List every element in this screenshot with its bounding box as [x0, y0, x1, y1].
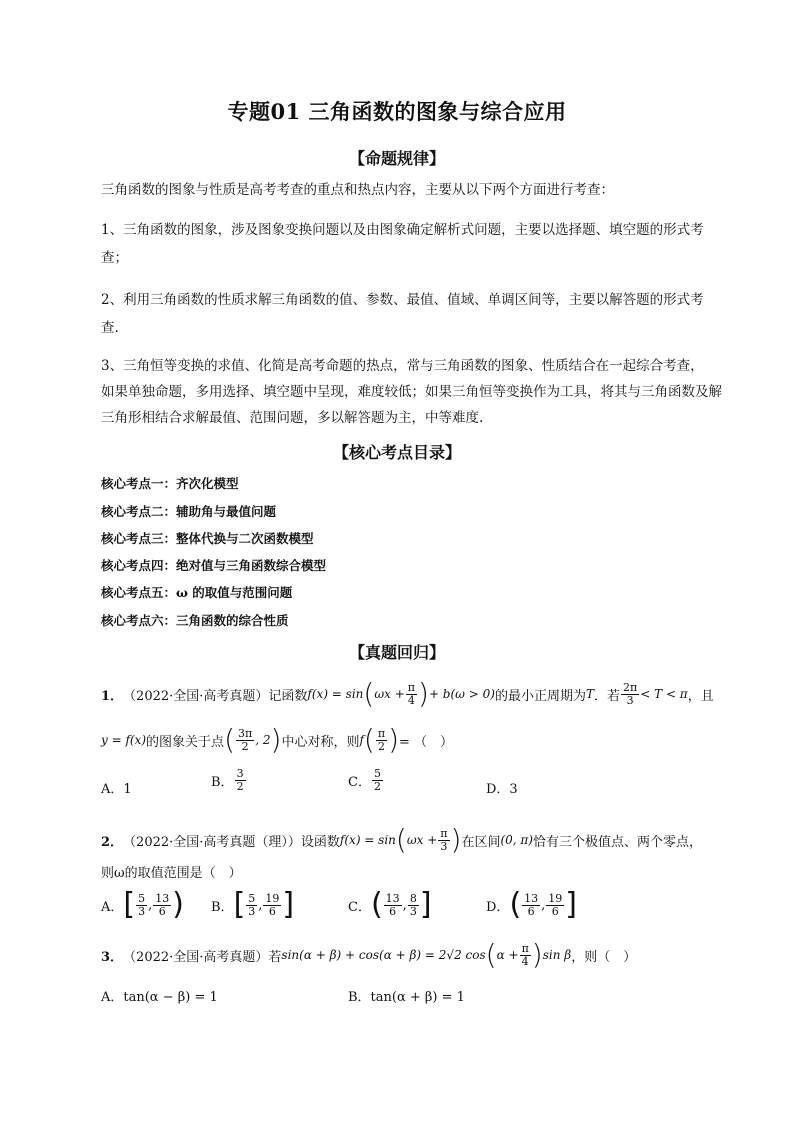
option-label: B．	[211, 775, 234, 790]
question-source: （2022·全国·高考真题）	[123, 688, 269, 704]
fraction-den: 2	[373, 780, 381, 793]
fraction-2pi-3	[621, 682, 639, 707]
fraction-pi-3	[438, 828, 449, 853]
fraction-num: 13	[385, 891, 400, 905]
fraction-num: 19	[548, 891, 563, 905]
fraction-den: 2	[236, 780, 244, 793]
bracket-open: (	[509, 887, 522, 922]
formula-y: y = f(x)	[101, 733, 147, 747]
fraction-den: 3	[248, 904, 256, 918]
fraction-num: π	[521, 941, 529, 955]
fraction-num: 5	[373, 767, 381, 780]
fraction-num: 2π	[623, 680, 638, 694]
question-text: ，则（ ）	[571, 949, 637, 965]
paren-open: (	[485, 938, 497, 971]
question-number: 1．	[101, 688, 124, 704]
bracket-close: ]	[419, 887, 432, 922]
question-number: 2．	[101, 834, 124, 850]
formula-interval: (0, π)	[500, 833, 533, 847]
fraction-pi-4	[520, 943, 531, 968]
toc-label: 核心考点四：	[101, 558, 177, 573]
q3-option-b[interactable]: B．tan(α + β) = 1	[348, 990, 465, 1005]
question-source: （2022·全国·高考真题（理））	[123, 834, 301, 850]
point-3-line2: 如果单独命题，多用选择、填空题中呈现，难度较低；如果三角恒等变换作为工具，将其与三角函数及解	[101, 384, 722, 400]
toc-text: 齐次化模型	[176, 476, 239, 491]
formula-T: T	[585, 687, 594, 701]
point-2-line2: 查.	[101, 320, 119, 336]
fraction-den: 3	[138, 904, 146, 918]
question-source: （2022·全国·高考真题）	[123, 949, 269, 965]
paren-open: (	[395, 823, 407, 856]
fraction-num: π	[440, 826, 448, 840]
paren-open: (	[224, 723, 235, 756]
fraction-den: 3	[626, 693, 634, 707]
q2-option-c[interactable]	[348, 887, 432, 922]
q2-option-b[interactable]	[211, 887, 295, 922]
fraction	[153, 893, 171, 918]
question-1-line2	[101, 722, 453, 758]
paren-close: )	[450, 823, 462, 856]
fraction-num: 19	[265, 891, 280, 905]
q2-option-d[interactable]	[486, 887, 578, 922]
q1-option-d[interactable]: D．3	[486, 782, 518, 797]
formula-tail: sin β	[542, 948, 572, 962]
fraction-3-2	[235, 768, 246, 793]
toc-item-3[interactable]	[101, 529, 314, 547]
formula-inner: ωx +	[374, 687, 405, 701]
paren-open: (	[363, 677, 375, 710]
question-text: 设函数	[300, 834, 340, 850]
formula-inner: ωx +	[406, 833, 438, 847]
fraction	[546, 893, 564, 918]
page-title: 专题01 三角函数的图象与综合应用	[227, 99, 567, 124]
fraction-num: 13	[155, 891, 170, 905]
toc-label: 核心考点六：	[101, 613, 177, 628]
question-2-line1	[101, 822, 702, 858]
point-3-line3: 三角形相结合求解最值、范围问题，多以解答题为主，中等难度.	[101, 410, 484, 426]
toc-item-2[interactable]	[101, 502, 276, 520]
question-text: 的最小正周期为	[494, 688, 586, 704]
toc-item-1[interactable]	[101, 474, 239, 492]
question-text: 的图象关于点	[146, 734, 225, 750]
fraction-num: 3	[236, 767, 244, 780]
paren-close: )	[388, 723, 400, 756]
formula-expr: sin(α + β) + cos(α + β) = 2√2 cos	[281, 948, 486, 962]
fraction	[136, 893, 147, 918]
fraction-den: 6	[268, 904, 276, 918]
q2-option-a[interactable]	[101, 887, 184, 922]
option-label: C．	[348, 775, 371, 790]
toc-text: ω 的取值与范围问题	[176, 585, 293, 600]
fraction	[246, 893, 257, 918]
toc-item-5[interactable]	[101, 583, 292, 601]
formula-inner: α +	[496, 948, 519, 962]
question-text: ．若	[594, 688, 621, 704]
fraction-num: 5	[138, 891, 146, 905]
fraction-num: 8	[409, 891, 417, 905]
paren-close: )	[531, 938, 543, 971]
paren-open: (	[363, 723, 375, 756]
option-label: B．	[211, 899, 234, 915]
fraction-pi-2	[376, 728, 387, 753]
fraction-den: 6	[389, 904, 397, 918]
option-label: C．	[348, 899, 371, 915]
toc-label: 核心考点五：	[101, 585, 177, 600]
fraction	[522, 893, 540, 918]
toc-label: 核心考点三：	[101, 531, 177, 546]
fraction-den: 6	[527, 904, 535, 918]
question-text: 在区间	[461, 834, 501, 850]
fraction-num: 13	[524, 891, 539, 905]
fraction	[408, 893, 419, 918]
bracket-close: ]	[565, 887, 578, 922]
comma: ,	[148, 897, 153, 913]
formula-tail: + b(ω > 0)	[428, 687, 495, 701]
paren-close: )	[270, 723, 282, 756]
question-1-line1	[101, 676, 714, 712]
option-label: A．	[101, 899, 124, 915]
question-text: 恰有三个极值点、两个零点，	[532, 834, 702, 850]
fraction-den: 3	[440, 839, 448, 853]
q1-option-c[interactable]	[348, 768, 384, 793]
fraction-den: 2	[241, 739, 249, 753]
bracket-open: [	[123, 887, 136, 922]
toc-item-6[interactable]	[101, 611, 289, 629]
section-heading-past-exams: 【真题回归】	[348, 643, 445, 662]
fraction-den: 2	[377, 739, 385, 753]
fraction-num: 5	[248, 891, 256, 905]
fraction-den: 4	[407, 693, 415, 707]
fraction-3pi-2	[236, 728, 254, 753]
question-2-line2: 则ω的取值范围是（ ）	[101, 866, 242, 881]
fraction-num: 3π	[238, 726, 253, 740]
fraction-num: π	[407, 680, 415, 694]
q1-option-b[interactable]	[211, 768, 247, 793]
comma: ,	[541, 897, 546, 913]
fraction-pi-4	[406, 682, 417, 707]
comma: ,	[258, 897, 263, 913]
formula-ineq: < T < π	[640, 687, 688, 701]
point-2-line1: 2、利用三角函数的性质求解三角函数的值、参数、最值、值域、单调区间等，主要以解答题的形式考	[101, 292, 704, 308]
bracket-open: (	[370, 887, 383, 922]
toc-text: 三角函数的综合性质	[176, 613, 289, 628]
question-text: 记函数	[268, 688, 308, 704]
question-text: ，且	[687, 688, 714, 704]
comma: ,	[402, 897, 407, 913]
bracket-close: )	[172, 887, 184, 922]
q3-option-a[interactable]: A．tan(α − β) = 1	[101, 990, 218, 1005]
intro-text: 三角函数的图象与性质是高考考查的重点和热点内容，主要从以下两个方面进行考查：	[101, 182, 614, 198]
fraction-den: 6	[158, 904, 166, 918]
bracket-open: [	[233, 887, 246, 922]
fraction	[263, 893, 281, 918]
fraction-den: 3	[409, 904, 417, 918]
toc-item-4[interactable]	[101, 556, 326, 574]
fraction-num: π	[377, 726, 386, 740]
question-text: 若	[268, 949, 282, 965]
point-1-line1: 1、三角函数的图象，涉及图象变换问题以及由图象确定解析式问题，主要以选择题、填空题的形式考	[101, 222, 704, 238]
bracket-close: ]	[282, 887, 295, 922]
fraction-den: 6	[551, 904, 559, 918]
toc-label: 核心考点二：	[101, 504, 177, 519]
formula-f: f	[359, 733, 364, 747]
question-number: 3．	[101, 949, 124, 965]
point-1-line2: 查；	[101, 250, 128, 266]
q1-option-a[interactable]: A．1	[101, 782, 132, 797]
toc-text: 整体代换与二次函数模型	[176, 531, 314, 546]
fraction-5-2	[372, 768, 383, 793]
formula-coord: , 2	[255, 733, 271, 747]
toc-text: 绝对值与三角函数综合模型	[176, 558, 327, 573]
formula-f: f(x) = sin	[307, 687, 364, 701]
question-3-line1	[101, 937, 636, 973]
fraction	[384, 893, 402, 918]
question-text: = （ ）	[399, 734, 454, 750]
question-text: 中心对称，则	[281, 734, 360, 750]
toc-text: 辅助角与最值问题	[176, 504, 277, 519]
fraction-den: 4	[521, 954, 529, 968]
section-heading-toc: 【核心考点目录】	[332, 443, 461, 462]
point-3-line1: 3、三角恒等变换的求值、化简是高考命题的热点，常与三角函数的图象、性质结合在一起综合考查，	[101, 358, 704, 374]
toc-label: 核心考点一：	[101, 476, 177, 491]
option-label: D．	[486, 899, 510, 915]
formula-f: f(x) = sin	[339, 833, 396, 847]
paren-close: )	[418, 677, 429, 710]
section-heading-rules: 【命题规律】	[348, 149, 445, 168]
